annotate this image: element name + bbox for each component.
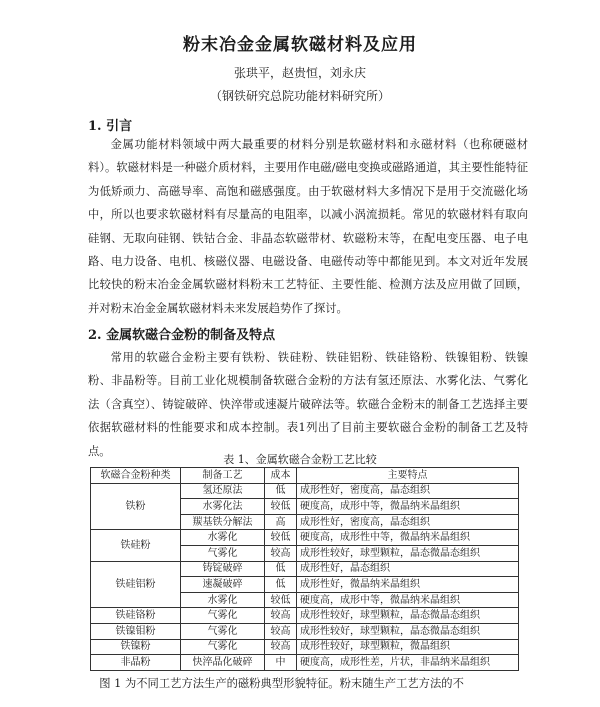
- table-cell-feature: 成形性好，微晶纳米晶组织: [297, 577, 519, 593]
- table-cell-cost: 高: [265, 514, 297, 530]
- table-header-type: 软磁合金粉种类: [91, 468, 181, 484]
- table-header-cost: 成本: [265, 468, 297, 484]
- table-cell-feature: 成形性好，密度高，晶态组织: [297, 514, 519, 530]
- table-cell-type: 铁镍钼粉: [91, 623, 181, 639]
- table-cell-feature: 成形性较好，球型颗粒，晶态微晶态组织: [297, 608, 519, 624]
- table-cell-cost: 较高: [265, 639, 297, 655]
- table-cell-type: 铁硅铝粉: [91, 561, 181, 608]
- table-cell-type: 铁硅铬粉: [91, 608, 181, 624]
- table-1: [90, 467, 519, 671]
- table-1-caption: 表 1、金属软磁合金粉工艺比较: [223, 453, 377, 466]
- table-cell-feature: 硬度高，成形中等，微晶纳米晶组织: [297, 592, 519, 608]
- table-cell-feature: 硬度高，成形性差，片状，非晶纳米晶组织: [297, 655, 519, 671]
- table-cell-process: 氢还原法: [181, 483, 265, 499]
- table-cell-cost: 较高: [265, 608, 297, 624]
- table-cell-cost: 低: [265, 561, 297, 577]
- table-header-process: 制备工艺: [181, 468, 265, 484]
- table-cell-feature: 成形性好，晶态组织: [297, 561, 519, 577]
- table-cell-type: 非晶粉: [91, 655, 181, 671]
- section-1-paragraph: 金属功能材料领域中两大最重要的材料分别是软磁材料和永磁材料（也称硬磁材料）。软磁材料是一种磁介质材料，主要用作电磁/磁电变换或磁路通道，其主要性能特征为低矫顽力、高磁导率、高饱和磁感强度。由于软磁材料大多情况下是用于交流磁化场中，所以也要求软磁材料有尽量高的电阻率，以减小涡流损耗。常见的软磁材料有取向硅钢、无取向硅钢、铁钴合金、非晶态软磁带材、软磁粉末等，在配电变压器、电子电路、电力设备、电机、核磁仪器、电磁设备、电磁传动等中都能见到。本文对近年发展比较快的粉末冶金金属软磁材料粉末工艺特征、主要性能、检测方法及应用做了回顾，并对粉末冶金金属软磁材料未来发展趋势作了探讨。: [88, 138, 528, 315]
- table-row: [91, 639, 519, 655]
- table-cell-process: 气雾化: [181, 545, 265, 561]
- table-cell-cost: 低: [265, 483, 297, 499]
- table-cell-type: 铁硅粉: [91, 530, 181, 561]
- table-cell-process: 水雾化法: [181, 499, 265, 515]
- table-row: [91, 655, 519, 671]
- paper-title: 粉末冶金金属软磁材料及应用: [183, 35, 417, 55]
- table-cell-process: 水雾化: [181, 530, 265, 546]
- section-2-heading: 2. 金属软磁合金粉的制备及特点: [88, 328, 276, 343]
- table-cell-feature: 成形性较好，球型颗粒，晶态微晶态组织: [297, 623, 519, 639]
- paper-affiliation: （钢铁研究总院功能材料研究所）: [209, 89, 390, 103]
- table-row: [91, 530, 519, 546]
- table-cell-feature: 成形性好，密度高，晶态组织: [297, 483, 519, 499]
- table-cell-cost: 中: [265, 655, 297, 671]
- table-cell-process: 铸锭破碎: [181, 561, 265, 577]
- table-cell-process: 气雾化: [181, 639, 265, 655]
- table-cell-cost: 较低: [265, 530, 297, 546]
- table-cell-feature: 硬度高，成形性中等，微晶纳米晶组织: [297, 530, 519, 546]
- table-cell-feature: 成形性较好，球型颗粒，晶态微晶态组织: [297, 545, 519, 561]
- table-header-feature: 主要特点: [297, 468, 519, 484]
- table-row: [91, 608, 519, 624]
- table-cell-type: 铁镍粉: [91, 639, 181, 655]
- table-cell-cost: 较低: [265, 499, 297, 515]
- table-row: [91, 483, 519, 499]
- table-cell-process: 气雾化: [181, 623, 265, 639]
- table-cell-process: 速凝破碎: [181, 577, 265, 593]
- section-1-heading: 1. 引言: [88, 119, 133, 134]
- table-cell-process: 快淬晶化破碎: [181, 655, 265, 671]
- table-cell-process: 气雾化: [181, 608, 265, 624]
- table-cell-cost: 较高: [265, 545, 297, 561]
- trailing-paragraph: 图 1 为不同工艺方法生产的磁粉典型形貌特征。粉末随生产工艺方法的不: [99, 677, 464, 690]
- table-cell-cost: 低: [265, 577, 297, 593]
- table-cell-type: 铁粉: [91, 483, 181, 530]
- table-row: [91, 623, 519, 639]
- table-cell-feature: 成形性较好，球型颗粒，微晶组织: [297, 639, 519, 655]
- table-cell-cost: 较高: [265, 623, 297, 639]
- paper-authors: 张珙平，赵贵恒，刘永庆: [233, 66, 366, 80]
- table-cell-process: 水雾化: [181, 592, 265, 608]
- table-header-row: [91, 468, 519, 484]
- table-cell-cost: 较低: [265, 592, 297, 608]
- section-2-paragraph: 常用的软磁合金粉主要有铁粉、铁硅粉、铁硅铝粉、铁硅铬粉、铁镍钼粉、铁镍粉、非晶粉等。目前工业化规模制备软磁合金粉的方法有氢还原法、水雾化法、气雾化法（含真空）、铸锭破碎、快淬带或速凝片破碎法等。软磁合金粉末的制备工艺选择主要依据软磁材料的性能要求和成本控制。表1列出了目前主要软磁合金粉的制备工艺及特点。: [88, 351, 528, 458]
- table-cell-process: 羰基铁分解法: [181, 514, 265, 530]
- table-row: [91, 561, 519, 577]
- table-cell-feature: 硬度高，成形中等，微晶纳米晶组织: [297, 499, 519, 515]
